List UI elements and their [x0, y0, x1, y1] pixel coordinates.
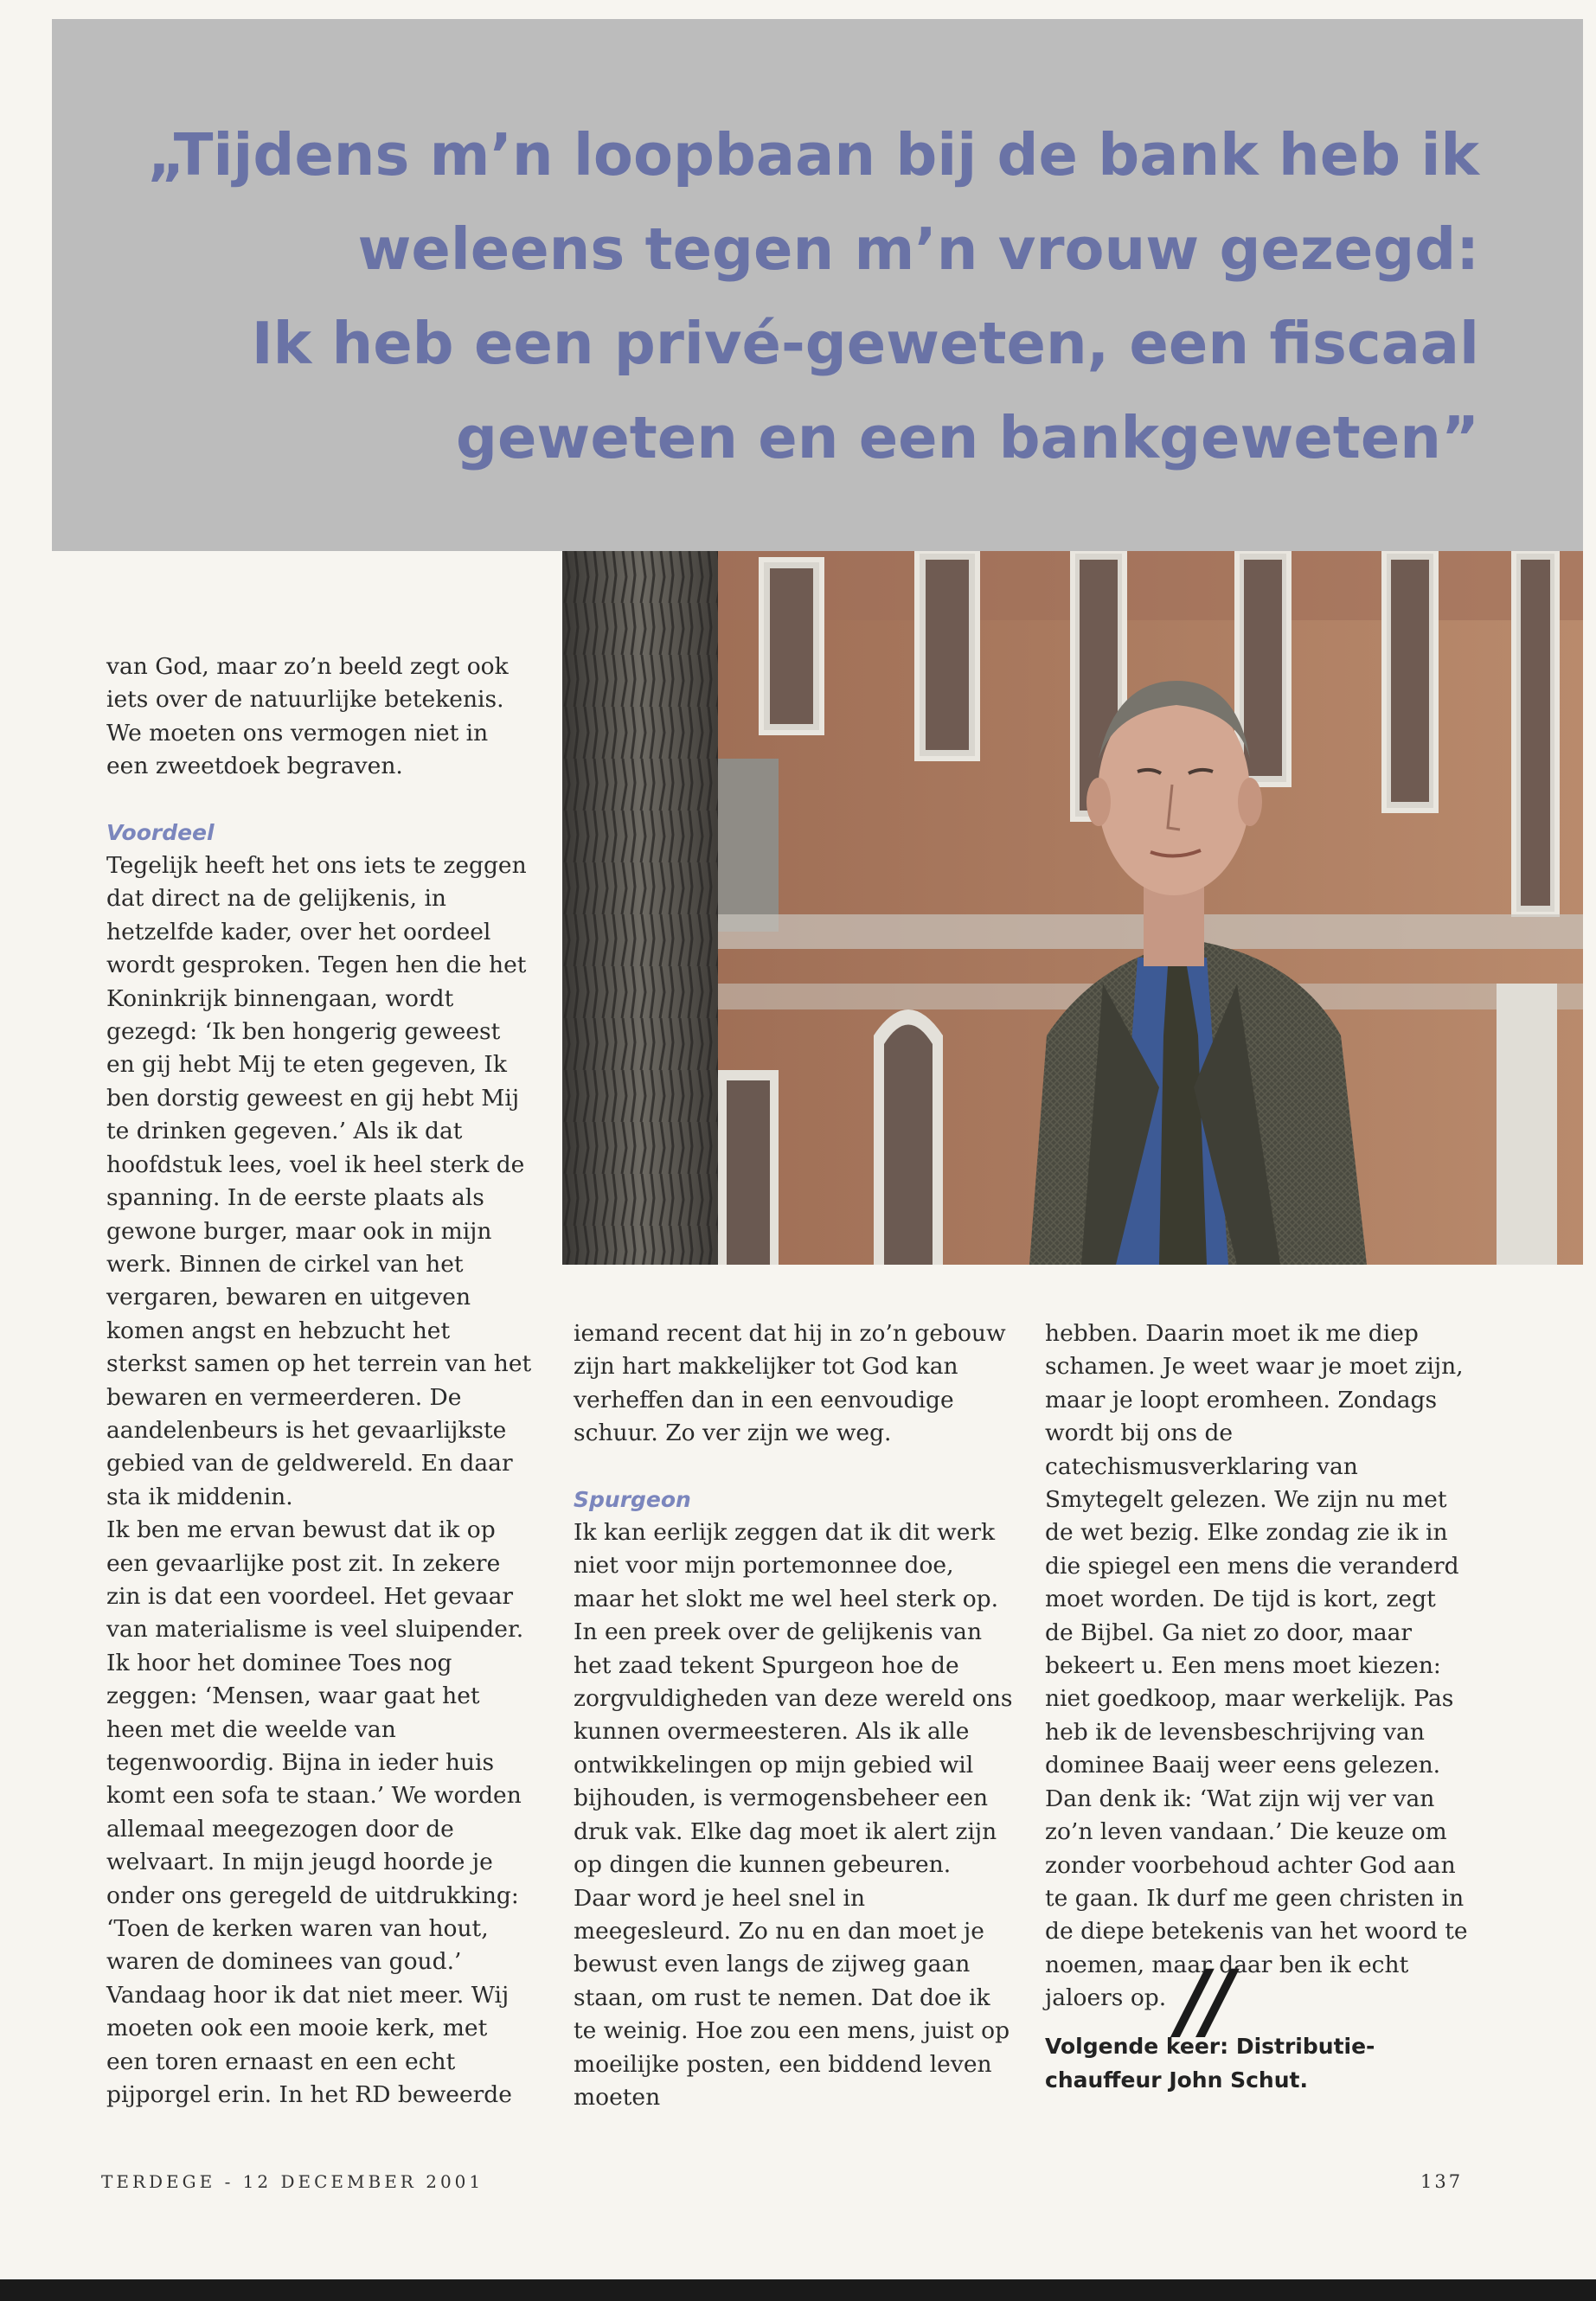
subheading-voordeel: Voordeel: [106, 819, 215, 845]
paragraph: Tegelijk heeft het ons iets te zeggen dat direct na de gelijkenis, in hetzelfde kader, over het oordeel wordt gesproken. Tegen hen die het Koninkrijk binnengaan, wordt gezegd: ‘Ik ben hongerig geweest en gij hebt Mij te eten gegeven, Ik ben dorstig geweest en gij hebt Mij te drinken gegeven.’ Als ik dat hoofdstuk lees, voel ik heel sterk de spanning. In de eerste plaats als gewone burger, maar ook in mijn werk. Binnen de cirkel van het vergaren, bewaren en uitgeven komen angst en hebzucht het sterkst samen op het terrein van het bewaren en vermeerderen. De aandelenbeurs is het gevaarlijkste gebied van de geldwereld. En daar sta ik middenin.: [106, 852, 532, 1510]
paragraph-text: hebben. Daarin moet ik me diep schamen. Je weet waar je moet zijn, maar je loopt eromheen. Zondags wordt bij ons de catechismusverklaring van Smytegelt gelezen. We zijn nu met de wet bezig. Elke zondag zie ik in die spiegel een mens die veranderd moet worden. De tijd is kort, zegt de Bijbel. Ga niet zo door, maar bekeert u. Een mens moet kiezen: niet goedkoop, maar werkelijk. Pas heb ik de levensbeschrijving van dominee Baaij weer eens gelezen. Dan denk ik: ‘Wat zijn wij ver van zo’n leven vandaan.’ Die keuze om zonder voorbehoud achter God aan te gaan. Ik durf me geen christen in de diepe betekenis van het woord te noemen, maar daar ben ik echt jaloers op.: [1045, 1320, 1468, 2012]
footer-publication: TERDEGE - 12 DECEMBER 2001: [101, 2171, 484, 2192]
pull-quote: [95, 108, 1479, 485]
page-number: 137: [1420, 2171, 1464, 2192]
next-episode-note: Volgende keer: Distributie-chauffeur John Schut.: [1045, 2034, 1375, 2093]
text-column-2: [574, 1317, 1015, 2114]
subheading-spurgeon: Spurgeon: [574, 1486, 691, 1512]
paragraph: iemand recent dat hij in zo’n gebouw zijn hart makkelijker tot God kan verheffen dan in een eenvoudige schuur. Zo ver zijn we weg.: [574, 1320, 1006, 1447]
paragraph: [1045, 1317, 1469, 2050]
paragraph: Ik ben me ervan bewust dat ik op een gevaarlijke post zit. In zekere zin is dat een voordeel. Het gevaar van materialisme is veel sluipender. Ik hoor het dominee Toes nog zeggen: ‘Mensen, waar gaat het heen met die weelde van tegenwoordig. Bijna in ieder huis komt een sofa te staan.’ We worden allemaal meegezogen door de welvaart. In mijn jeugd hoorde je onder ons geregeld de uitdrukking: ‘Toen de kerken waren van hout, waren de dominees van goud.’ Vandaag hoor ik dat niet meer. Wij moeten ook een mooie kerk, met een toren ernaast en een echt pijporgel erin. In het RD beweerde: [106, 1516, 524, 2109]
pull-quote-line: „Tijdens m’n loopbaan bij de bank heb ik: [147, 121, 1479, 189]
pull-quote-line: Ik heb een privé-geweten, een fiscaal: [251, 310, 1479, 377]
pull-quote-line: weleens tegen m’n vrouw gezegd:: [357, 215, 1479, 283]
text-column-1: [106, 651, 535, 2112]
portrait-photo: [562, 551, 1583, 1265]
paragraph: Ik kan eerlijk zeggen dat ik dit werk niet voor mijn portemonnee doe, maar het slokt me wel heel sterk op. In een preek over de gelijkenis van het zaad tekent Spurgeon hoe de zorgvuldigheden van deze wereld ons kunnen overmeesteren. Als ik alle ontwikkelingen op mijn gebied wil bijhouden, is vermogensbeheer een druk vak. Elke dag moet ik alert zijn op dingen die kunnen gebeuren. Daar word je heel snel in meegesleurd. Zo nu en dan moet je bewust even langs de zijweg gaan staan, om rust te nemen. Dat doe ik te weinig. Hoe zou een mens, juist op moeilijke posten, een biddend leven moeten: [574, 1519, 1013, 2111]
text-column-3: [1045, 1317, 1469, 2097]
paragraph: van God, maar zo’n beeld zegt ook iets over de natuurlijke betekenis. We moeten ons vermogen niet in een zweetdoek begraven.: [106, 653, 509, 780]
end-mark-icon: //: [1178, 1952, 1229, 2050]
pull-quote-line: geweten en een bankgeweten”: [456, 404, 1479, 471]
